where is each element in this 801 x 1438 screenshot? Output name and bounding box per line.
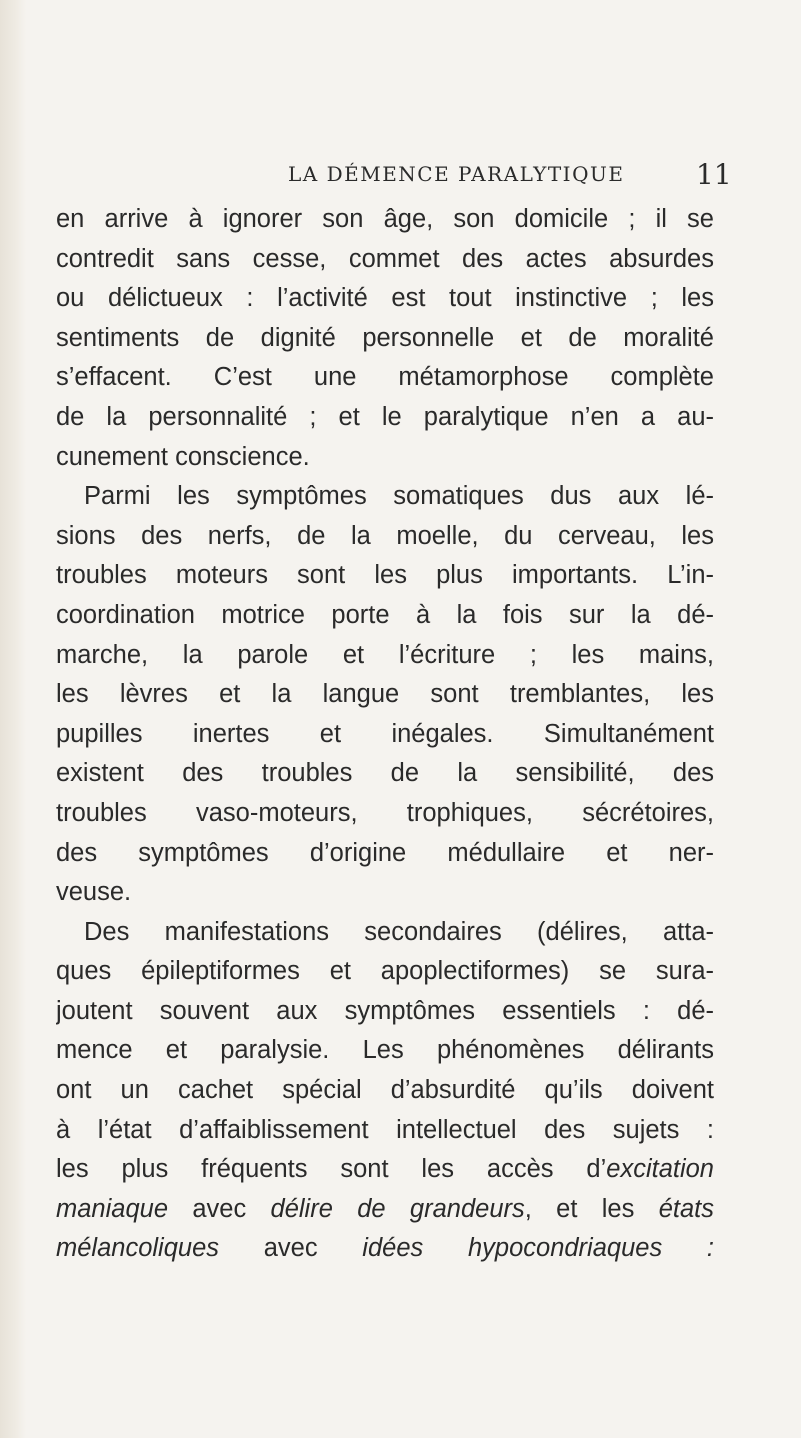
- text-line: troubles moteurs sont les plus importants. L’in-: [56, 561, 714, 590]
- text-line: troubles vaso-moteurs, trophiques, sécrétoires,: [56, 798, 714, 827]
- page-left-edge: [0, 0, 26, 1438]
- text-line: s’effacent. C’est une métamorphose complète: [56, 363, 714, 392]
- text-line: les plus fréquents sont les accès d’excitation: [56, 1155, 714, 1184]
- text-line: à l’état d’affaiblissement intellectuel des sujets :: [56, 1115, 714, 1144]
- text-line: ou délictueux : l’activité est tout instinctive ; les: [56, 284, 714, 313]
- running-title: LA DÉMENCE PARALYTIQUE: [288, 162, 625, 186]
- text-line: cunement conscience.: [56, 442, 310, 471]
- text-line: ont un cachet spécial d’absurdité qu’ils doivent: [56, 1076, 714, 1105]
- body-text: [56, 200, 714, 1269]
- text-line: maniaque avec délire de grandeurs, et les états: [56, 1194, 714, 1223]
- text-line: Des manifestations secondaires (délires, atta-: [84, 917, 714, 946]
- text-line: ques épileptiformes et apoplectiformes) se sura-: [56, 957, 714, 986]
- text-line: sentiments de dignité personnelle et de moralité: [56, 323, 714, 352]
- text-line: joutent souvent aux symptômes essentiels : dé-: [56, 996, 714, 1025]
- text-line: Parmi les symptômes somatiques dus aux lé-: [84, 482, 714, 511]
- text-line: de la personnalité ; et le paralytique n’en a au-: [56, 402, 714, 431]
- text-line: les lèvres et la langue sont tremblantes, les: [56, 680, 714, 709]
- italic-term: délire de grandeurs: [270, 1194, 525, 1223]
- text-line: contredit sans cesse, commet des actes absurdes: [56, 244, 714, 273]
- text-line: existent des troubles de la sensibilité, des: [56, 759, 714, 788]
- page-number: 11: [696, 158, 732, 191]
- text-line: coordination motrice porte à la fois sur la dé-: [56, 600, 714, 629]
- text-line: mélancoliques avec idées hypocondriaques :: [56, 1234, 714, 1263]
- text-line: des symptômes d’origine médullaire et ner-: [56, 838, 714, 867]
- text-line: mence et paralysie. Les phénomènes délirants: [56, 1036, 714, 1065]
- italic-term: états: [658, 1194, 714, 1223]
- italic-term: maniaque: [56, 1194, 168, 1223]
- text-line: en arrive à ignorer son âge, son domicile ; il se: [56, 205, 714, 233]
- text-line: pupilles inertes et inégales. Simultanément: [56, 719, 714, 748]
- italic-term: idées hypocondriaques :: [362, 1234, 714, 1263]
- running-header: [0, 158, 801, 198]
- text-line: veuse.: [56, 878, 132, 907]
- text-line: sions des nerfs, de la moelle, du cerveau, les: [56, 521, 714, 550]
- italic-term: excitation: [606, 1155, 714, 1184]
- text-line: marche, la parole et l’écriture ; les mains,: [56, 640, 714, 669]
- italic-term: mélancoliques: [56, 1234, 220, 1263]
